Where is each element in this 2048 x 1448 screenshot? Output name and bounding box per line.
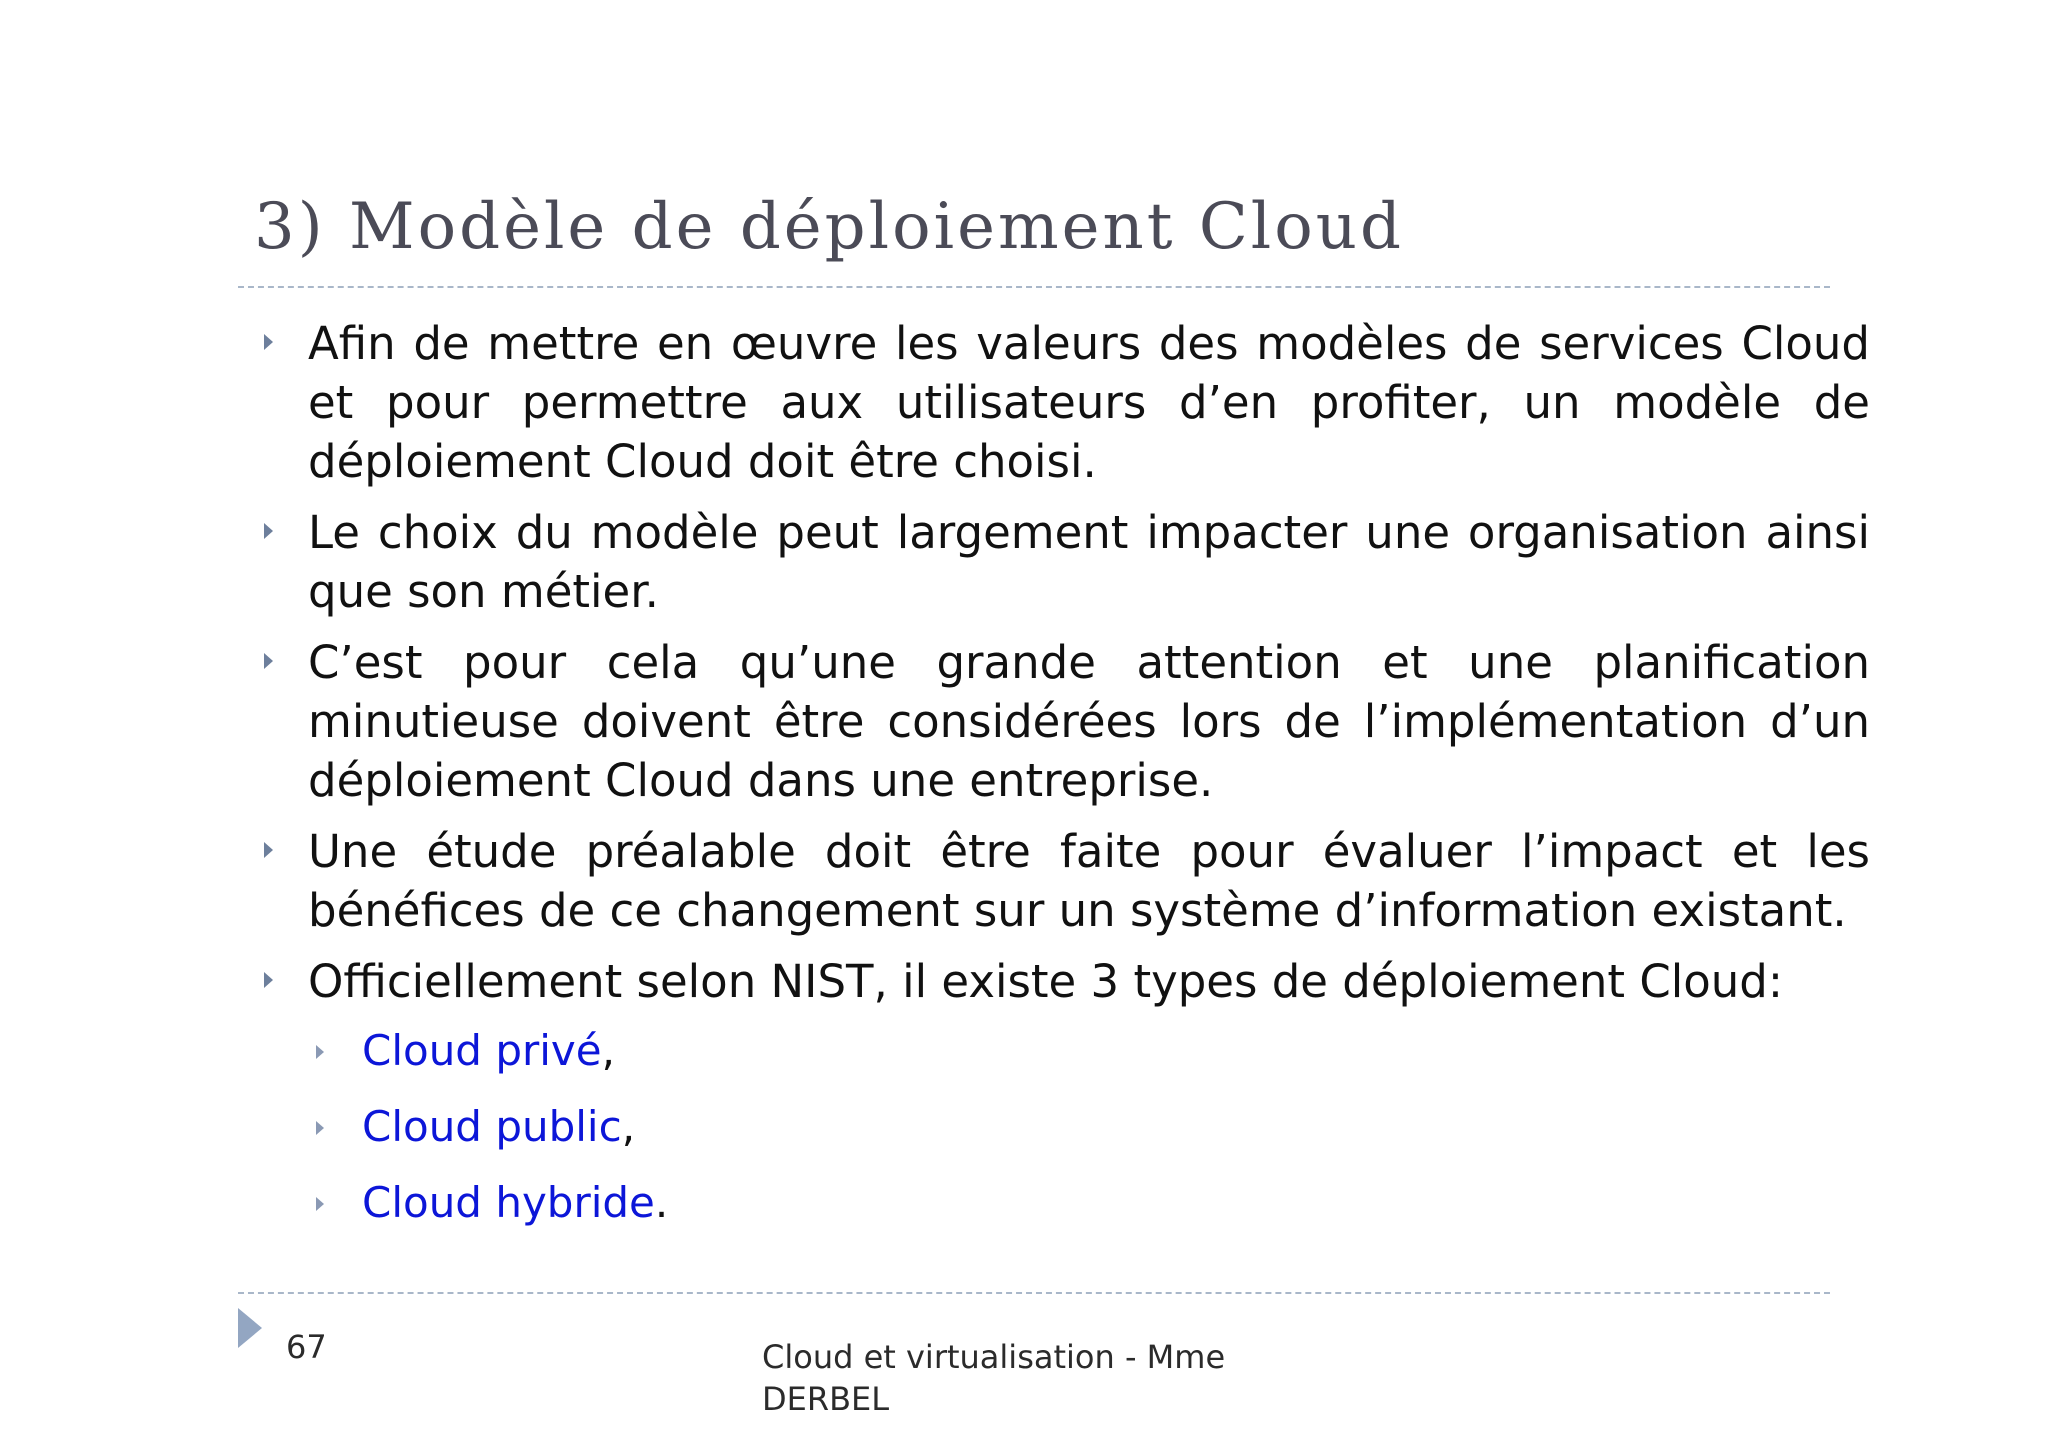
title-divider: [238, 286, 1830, 288]
sub-bullet-text: [362, 1175, 1870, 1231]
bullet-item: [258, 633, 1870, 810]
triangle-right-icon: [238, 1308, 262, 1348]
bullet-text: Afin de mettre en œuvre les valeurs des modèles de services Cloud et pour permettre aux utilisateurs d’en profiter, un modèle de déploiement Cloud doit être choisi.: [308, 317, 1870, 488]
bullet-item: [258, 822, 1870, 940]
slide-title: 3) Modèle de déploiement Cloud: [254, 190, 1404, 264]
bullet-arrow-icon: [264, 334, 273, 350]
bullet-arrow-icon: [264, 972, 273, 988]
sub-bullet-link[interactable]: Cloud privé: [362, 1026, 602, 1075]
bullet-text: Le choix du modèle peut largement impacter une organisation ainsi que son métier.: [308, 506, 1870, 618]
bullet-item: [258, 503, 1870, 621]
sub-bullet-suffix: .: [654, 1178, 669, 1227]
sub-bullet-item: [258, 1023, 1870, 1089]
sub-bullet-text: [362, 1023, 1870, 1079]
sub-bullet-suffix: ,: [621, 1102, 636, 1151]
bullet-text: C’est pour cela qu’une grande attention et une planification minutieuse doivent être considérées lors de l’implémentation d’un déploiement Cloud dans une entreprise.: [308, 636, 1870, 807]
footer-text: Cloud et virtualisation - Mme DERBEL: [762, 1338, 1226, 1418]
bullet-arrow-icon: [264, 653, 273, 669]
bullet-text: Officiellement selon NIST, il existe 3 types de déploiement Cloud:: [308, 955, 1784, 1008]
sub-bullet-suffix: ,: [601, 1026, 615, 1075]
sub-bullet-item: [258, 1099, 1870, 1165]
sub-bullet-item: [258, 1175, 1870, 1241]
bullet-text: Une étude préalable doit être faite pour évaluer l’impact et les bénéfices de ce changement sur un système d’information existant.: [308, 825, 1870, 937]
footer-divider: [238, 1292, 1830, 1294]
sub-bullet-link[interactable]: Cloud hybride: [362, 1178, 655, 1227]
bullet-item: [258, 952, 1870, 1011]
sub-bullet-arrow-icon: [316, 1045, 324, 1059]
page-number: 67: [286, 1328, 327, 1366]
bullet-arrow-icon: [264, 523, 273, 539]
bullet-list: [258, 314, 1870, 1241]
bullet-item: [258, 314, 1870, 491]
sub-bullet-arrow-icon: [316, 1121, 324, 1135]
bullet-arrow-icon: [264, 842, 273, 858]
sub-bullet-text: [362, 1099, 1870, 1155]
sub-bullet-arrow-icon: [316, 1197, 324, 1211]
sub-bullet-link[interactable]: Cloud public: [362, 1102, 622, 1151]
